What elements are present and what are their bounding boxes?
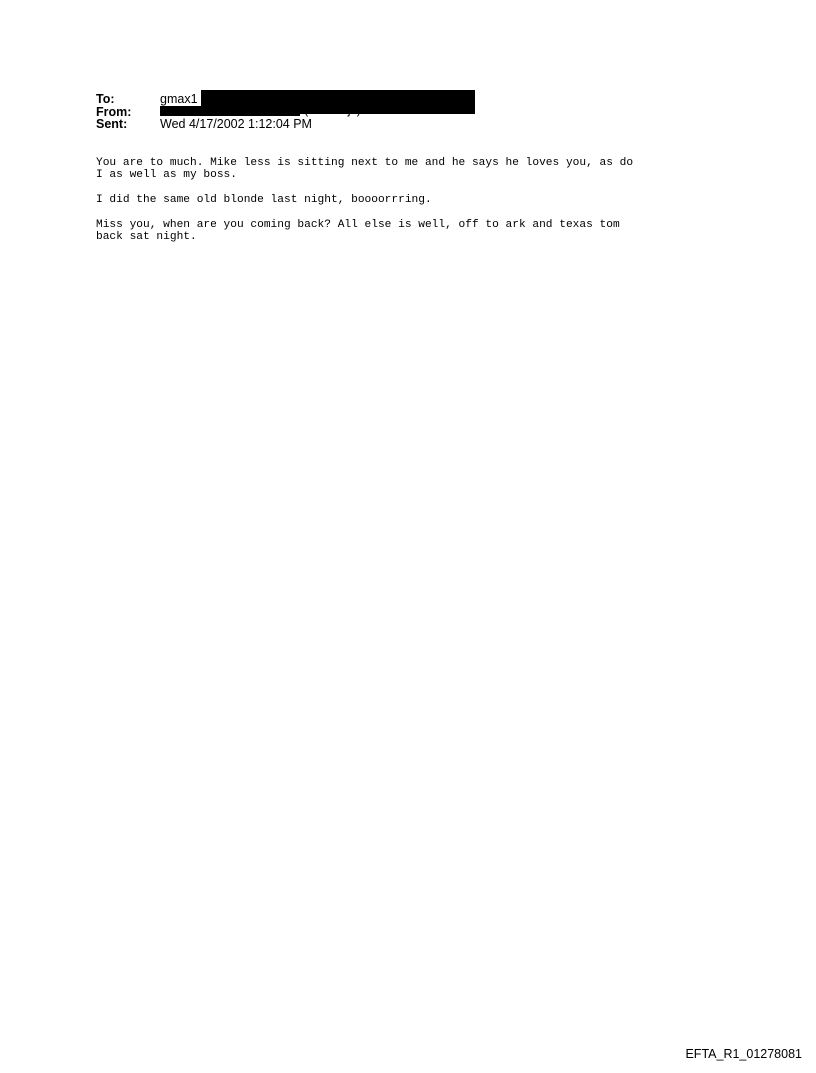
body-line: Miss you, when are you coming back? All else is well, off to ark and texas tom [96,219,620,231]
to-value: gmax1 [160,92,198,106]
body-line: You are to much. Mike less is sitting next to me and he says he loves you, as do [96,157,634,169]
body-paragraph [96,219,736,244]
body-line: I as well as my boss. [96,169,237,182]
body-line: I did the same old blonde last night, boooorrring. [96,194,432,207]
body-paragraph [96,194,736,206]
body-line: back sat night. [96,231,197,244]
document-id: EFTA_R1_01278081 [685,1047,802,1061]
redaction-box [160,106,300,116]
to-label: To: [96,92,115,106]
email-body [96,157,736,256]
sent-value: Wed 4/17/2002 1:12:04 PM [160,117,312,131]
from-label: From: [96,104,132,119]
sent-label: Sent: [96,117,128,131]
body-paragraph [96,157,736,182]
from-value-suffix: (WJC wjc) [304,102,361,117]
